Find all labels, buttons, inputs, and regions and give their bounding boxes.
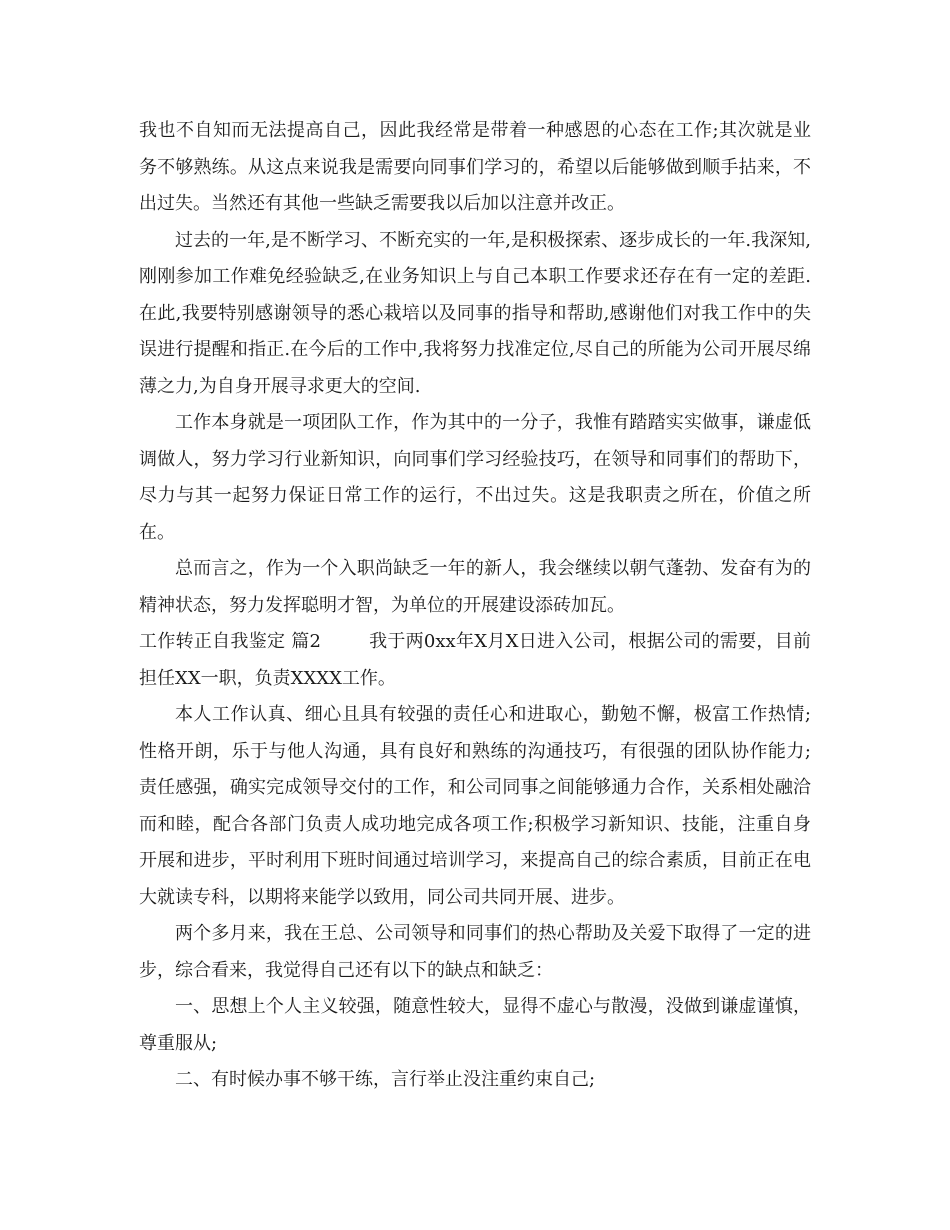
paragraph-conclusion: 总而言之，作为一个入职尚缺乏一年的新人，我会继续以朝气蓬勃、发奋有为的精神状态，努力发挥聪明才智，为单位的开展建设添砖加瓦。 [139,558,811,616]
paragraph-intro-continuation: 我也不自知而无法提高自己，因此我经常是带着一种感恩的心态在工作;其次就是业务不够熟练。从这点来说我是需要向同事们学习的，希望以后能够做到顺手拈来，不出过失。当然还有其他一些缺乏需要我以后加以注意并改正。 [139,120,811,214]
paragraph-self-description: 本人工作认真、细心且具有较强的责任心和进取心，勤勉不懈，极富工作热情;性格开朗，乐于与他人沟通，具有良好和熟练的沟通技巧，有很强的团队协作能力;责任感强，确实完成领导交付的工作，和公司同事之间能够通力合作，关系相处融洽而和睦，配合各部门负责人成功地完成各项工作;积极学习新知识、技能，注重自身开展和进步，平时利用下班时间通过培训学习，来提高自己的综合素质，目前正在电大就读专科，以期将来能学以致用，同公司共同开展、进步。 [139,704,811,908]
list-item-shortcoming-1: 一、思想上个人主义较强，随意性较大，显得不虚心与散漫，没做到谦虚谨慎，尊重服从; [139,996,811,1054]
paragraph-teamwork: 工作本身就是一项团队工作，作为其中的一分子，我惟有踏踏实实做事，谦虚低调做人，努力学习行业新知识，向同事们学习经验技巧，在领导和同事们的帮助下，尽力与其一起努力保证日常工作的运行，不出过失。这是我职责之所在，价值之所在。 [139,412,811,543]
paragraph-past-year: 过去的一年,是不断学习、不断充实的一年,是积极探索、逐步成长的一年.我深知,刚刚参加工作难免经验缺乏,在业务知识上与自己本职工作要求还存在有一定的差距.在此,我要特别感谢领导的悉心栽培以及同事的指导和帮助,感谢他们对我工作中的失误进行提醒和指正.在今后的工作中,我将努力找准定位,尽自己的所能为公司开展尽绵薄之力,为自身开展寻求更大的空间. [139,229,811,397]
list-item-shortcoming-2: 二、有时候办事不够干练，言行举止没注重约束自己; [175,1069,596,1090]
document-body [139,113,811,1099]
paragraph-two-months: 两个多月来，我在王总、公司领导和同事们的热心帮助及关爱下取得了一定的进步，综合看来，我觉得自己还有以下的缺点和缺乏： [139,923,811,981]
section-2-first-sentence: 我于两0xx年X月X日进入公司，根据公司的需要，目前担任XX一职，负责XXXX工作。 [139,631,811,689]
section-heading: 工作转正自我鉴定 篇2 [139,631,322,652]
paragraph-section-2-start [139,624,811,697]
